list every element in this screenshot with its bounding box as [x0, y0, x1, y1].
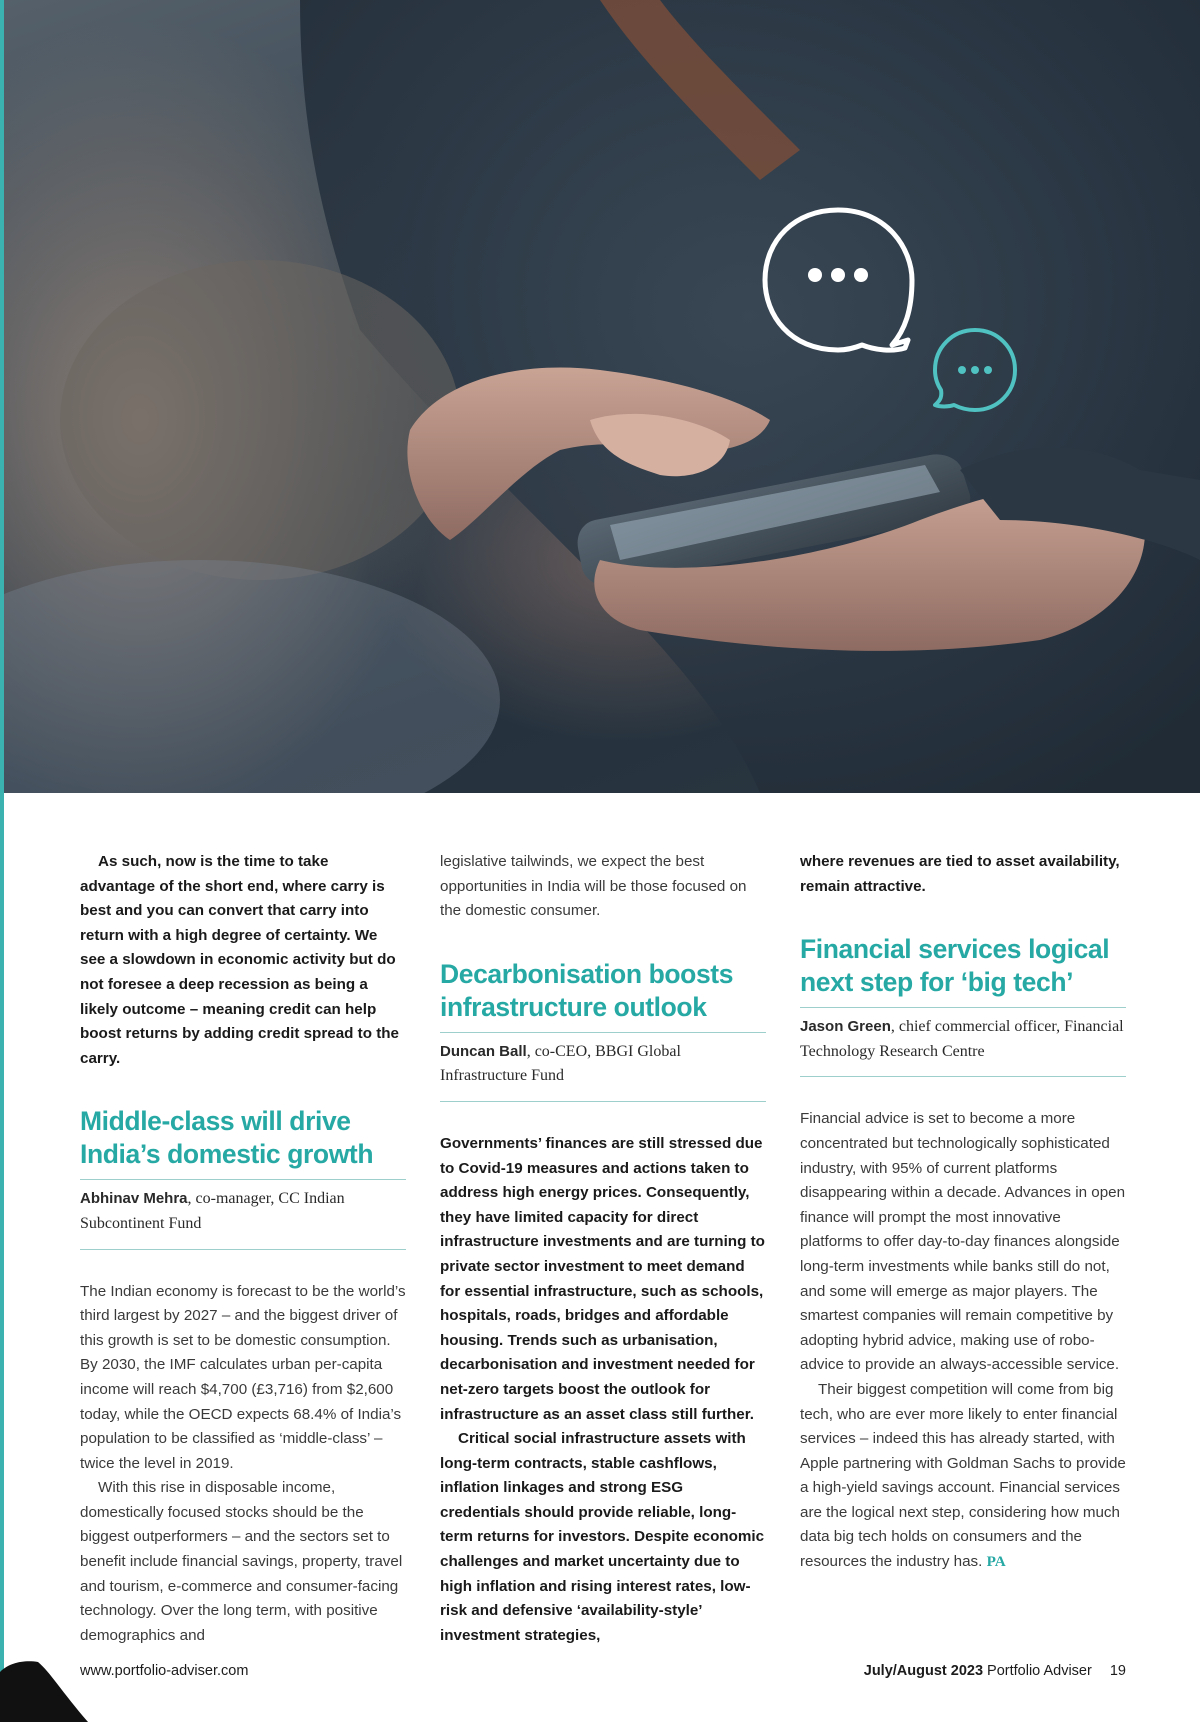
intro-paragraph: As such, now is the time to take advantage of the short end, where carry is best and you can convert that carry into return with a high degree of certainty. We see a slowdown in economic activity but do not foresee a deep recession as being a likely outcome – meaning credit can help boost returns by adding credit spread to the carry. — [80, 853, 399, 1067]
byline-name: Abhinav Mehra — [80, 1190, 188, 1208]
section-heading-infrastructure: Decarbonisation boosts infrastructure outlook — [440, 958, 734, 1022]
big-tech-paragraph-1: Financial advice is set to become a more concentrated but technologically sophisticated industry, with 95% of current platforms disappearing within a decade. Advances in open finance will prompt the most innovative platforms to offer day-to-day finances alongside long-term investments while banks still do not, and some will emerge as major players. The smartest companies will remain competitive by adopting hybrid advice, making use of robo-advice to provide an always-accessible service. — [800, 1110, 1126, 1374]
infrastructure-paragraph-1: Governments’ finances are still stressed due to Covid-19 measures and actions taken to address high energy prices. Consequently, they have limited capacity for direct infrastructure investments and are turning to private sector investment to meet demand for essential infrastructure, such as schools, hospitals, roads, bridges and affordable housing. Trends such as urbanisation, decarbonisation and investment needed for net-zero targets boost the outlook for infrastructure as an asset class still further. — [440, 1134, 765, 1423]
page-edge-accent — [0, 0, 4, 1722]
byline-role: , co-manager, CC Indian Subcontinent Fund — [80, 1190, 345, 1232]
byline-infrastructure — [440, 1032, 766, 1102]
footer-issue-info — [864, 1663, 1126, 1679]
footer-url: www.portfolio-adviser.com — [80, 1663, 249, 1679]
column-3 — [800, 850, 1126, 1575]
column-2 — [440, 850, 766, 1648]
infrastructure-continuation: where revenues are tied to asset availability, remain attractive. — [800, 853, 1120, 895]
signoff-mark: PA — [986, 1553, 1006, 1571]
byline-role: , co-CEO, BBGI Global Infrastructure Fund — [440, 1042, 681, 1085]
india-continuation: legislative tailwinds, we expect the best opportunities in India will be those focused on the domestic consumer. — [440, 853, 747, 920]
page-number: 19 — [1109, 1663, 1126, 1679]
byline-name: Duncan Ball — [440, 1042, 527, 1060]
byline-name: Jason Green — [800, 1018, 891, 1036]
footer-issue: July/August 2023 — [863, 1663, 984, 1679]
india-paragraph-1: The Indian economy is forecast to be the world’s third largest by 2027 – and the biggest driver of this growth is set to be domestic consumption. By 2030, the IMF calculates urban per-capita income will reach $4,700 (£3,716) from $2,600 today, while the OECD expects 68.4% of India’s population to be classified as ‘middle-class’ – twice the level in 2019. — [80, 1282, 406, 1472]
infrastructure-paragraph-2: Critical social infrastructure assets with long-term contracts, stable cashflows, inflation linkages and strong ESG credentials should provide reliable, long-term returns for investors. Despite economic challenges and market uncertainty due to high inflation and rising interest rates, low-risk and defensive ‘availability-style’ investment strategies, — [440, 1430, 765, 1644]
footer-publication: Portfolio Adviser — [987, 1663, 1092, 1679]
section-heading-india: Middle-class will drive India’s domestic growth — [80, 1106, 374, 1170]
big-tech-paragraph-2-text: Their biggest competition will come from big tech, who are ever more likely to enter financial services – indeed this has already started, with Apple partnering with Goldman Sachs to provide a high-yield savings account. Financial services are the logical next step, considering how much data big tech holds on consumers and the resources the industry has. — [800, 1380, 1126, 1571]
byline-india — [80, 1179, 406, 1249]
hero-photo — [0, 0, 1200, 793]
column-1 — [80, 850, 406, 1648]
byline-big-tech — [800, 1007, 1126, 1077]
corner-silhouette — [0, 1632, 90, 1722]
hero-illustration — [0, 0, 1200, 793]
byline-role: , chief commercial officer, Financial Technology Research Centre — [800, 1018, 1124, 1060]
india-paragraph-2: With this rise in disposable income, domestically focused stocks should be the biggest outperformers – and the sectors set to benefit include financial savings, property, travel and tourism, e-commerce and consumer-facing technology. Over the long term, with positive demographics and — [80, 1479, 403, 1644]
section-heading-big-tech: Financial services logical next step for ‘big tech’ — [800, 934, 1110, 998]
big-tech-paragraph-2 — [800, 1378, 1126, 1575]
